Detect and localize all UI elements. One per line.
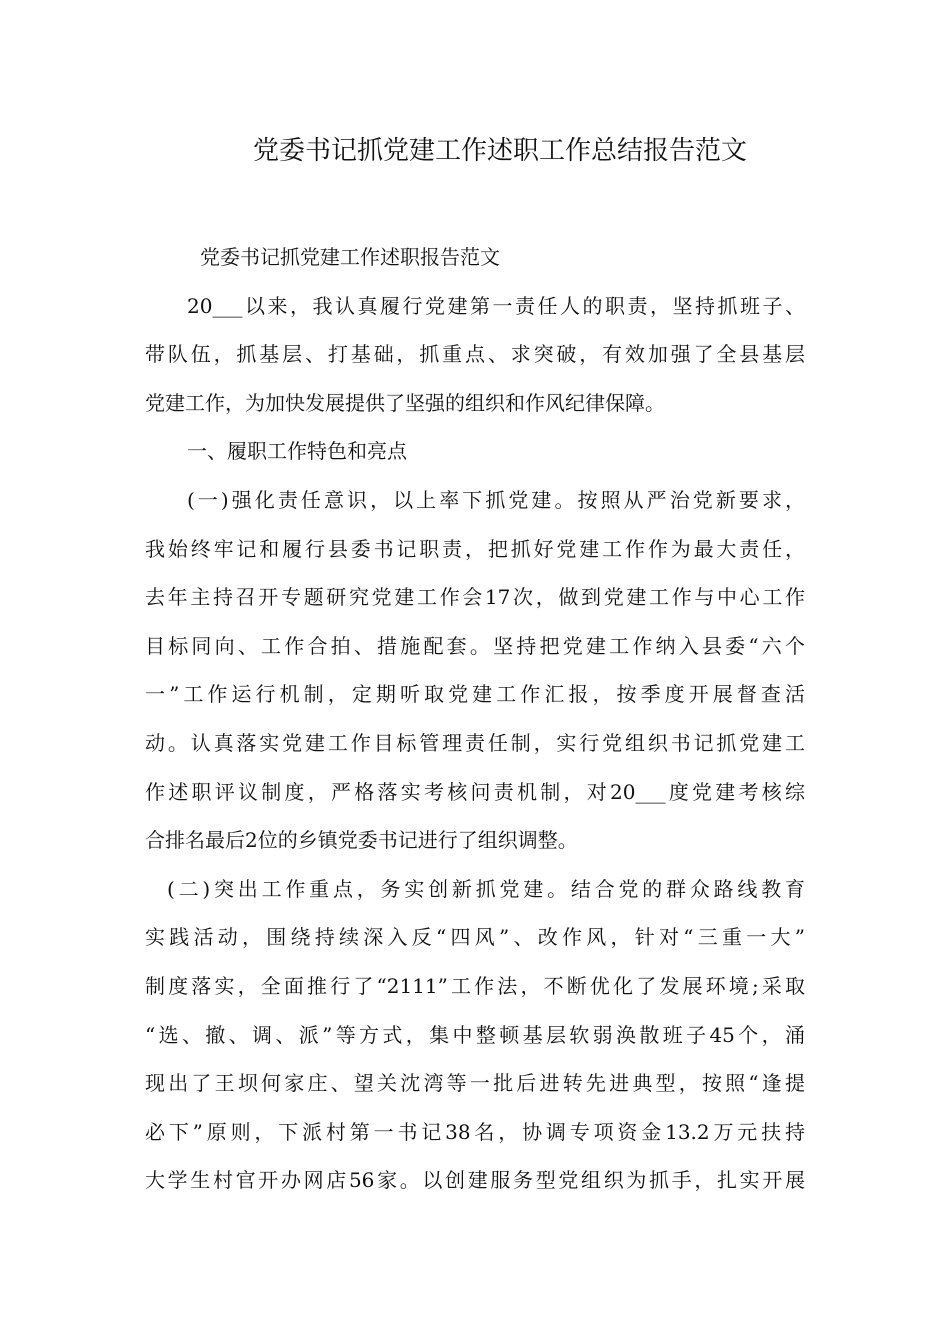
paragraph-line: (一)强化责任意识，以上率下抓党建。按照从严治党新要求， [187,487,805,512]
document-body [145,233,805,1205]
paragraph-line: 带队伍，抓基层、打基础，抓重点、求突破，有效加强了全县基层 [145,342,805,367]
section-heading: 一、履职工作特色和亮点 [187,439,407,464]
paragraph-line: 动。认真落实党建工作目标管理责任制，实行党组织书记抓党建工 [145,730,805,755]
paragraph-line: 我始终牢记和履行县委书记职责，把抓好党建工作作为最大责任， [145,536,805,561]
paragraph-line: 党建工作，为加快发展提供了坚强的组织和作风纪律保障。 [145,390,665,415]
document-title: 党委书记抓党建工作述职工作总结报告范文 [252,136,747,166]
paragraph-line: 目标同向、工作合拍、措施配套。坚持把党建工作纳入县委“六个 [145,633,805,658]
paragraph-line: 制度落实，全面推行了“2111”工作法，不断优化了发展环境;采取 [145,973,805,998]
paragraph-line: 合排名最后2位的乡镇党委书记进行了组织调整。 [145,828,578,853]
paragraph-line: 实践活动，围绕持续深入反“四风”、改作风，针对“三重一大” [145,925,805,950]
paragraph-line: 必下”原则，下派村第一书记38名，协调专项资金13.2万元扶持 [145,1119,805,1144]
paragraph-line: 作述职评议制度，严格落实考核问责机制，对20___度党建考核综 [145,779,805,804]
paragraph-line: 大学生村官开办网店56家。以创建服务型党组织为抓手，扎实开展 [145,1168,805,1193]
subtitle-line: 党委书记抓党建工作述职报告范文 [200,245,500,269]
paragraph-line: 20___以来，我认真履行党建第一责任人的职责，坚持抓班子、 [187,293,805,318]
paragraph-line: 一”工作运行机制，定期听取党建工作汇报，按季度开展督查活 [145,682,805,707]
paragraph-line: (二)突出工作重点，务实创新抓党建。结合党的群众路线教育 [167,876,805,901]
paragraph-line: 去年主持召开专题研究党建工作会17次，做到党建工作与中心工作 [145,585,805,610]
paragraph-line: “选、撤、调、派”等方式，集中整顿基层软弱涣散班子45个，涌 [145,1022,805,1047]
paragraph-line: 现出了王坝何家庄、望关沈湾等一批后进转先进典型，按照“逢提 [145,1071,805,1096]
